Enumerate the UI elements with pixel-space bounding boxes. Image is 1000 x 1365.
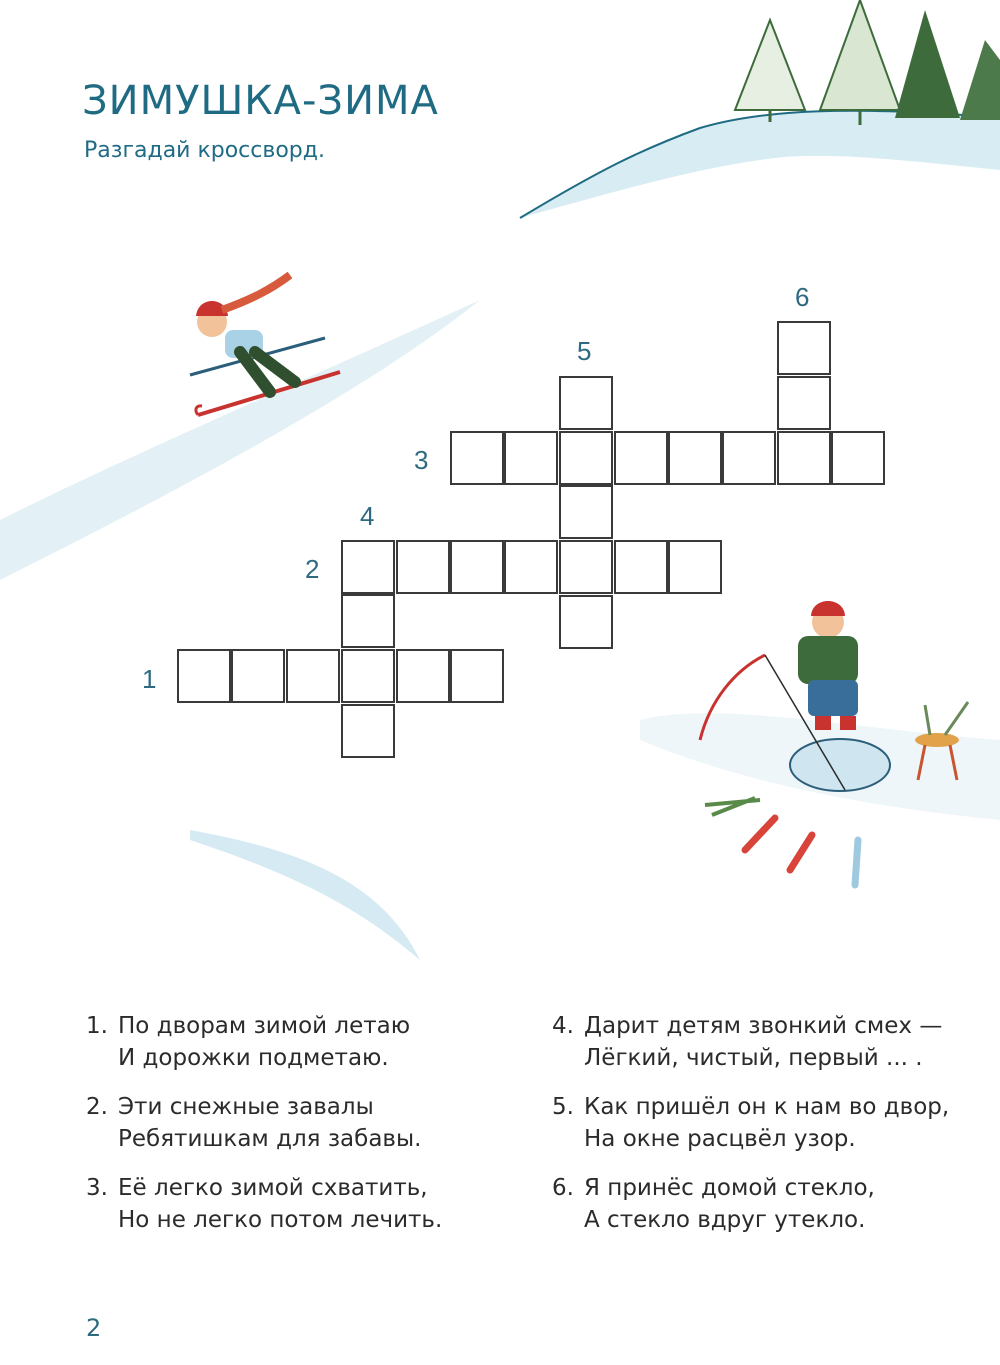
crossword-number-5: 5: [577, 336, 592, 366]
crossword-cell[interactable]: [450, 649, 504, 703]
page-number: 2: [86, 1314, 102, 1342]
crossword-number-1: 1: [142, 664, 157, 694]
crossword-cell[interactable]: [341, 649, 395, 703]
crossword-cell[interactable]: [504, 540, 558, 594]
crossword-cell[interactable]: [286, 649, 340, 703]
snow-drift-bottom: [190, 830, 420, 960]
crossword-cell[interactable]: [831, 431, 885, 485]
crossword-number-4: 4: [360, 501, 375, 531]
crossword-cell[interactable]: [722, 431, 776, 485]
ice-fisher-illustration: [640, 601, 1000, 885]
crossword-cell[interactable]: [559, 595, 613, 649]
crossword-cell[interactable]: [341, 704, 395, 758]
page-title: ЗИМУШКА-ЗИМА: [82, 78, 439, 124]
crossword-cell[interactable]: [559, 376, 613, 430]
page-subtitle: Разгадай кроссворд.: [84, 138, 325, 163]
crossword-number-6: 6: [795, 282, 810, 312]
crossword-cell[interactable]: [177, 649, 231, 703]
crossword-cell[interactable]: [231, 649, 285, 703]
crossword-cell[interactable]: [450, 540, 504, 594]
crossword-cell[interactable]: [396, 649, 450, 703]
crossword-cell[interactable]: [668, 540, 722, 594]
crossword-cell[interactable]: [777, 376, 831, 430]
crossword-cell[interactable]: [559, 431, 613, 485]
crossword-cell[interactable]: [614, 540, 668, 594]
crossword-cell[interactable]: [668, 431, 722, 485]
crossword-cell[interactable]: [341, 594, 395, 648]
crossword-cell[interactable]: [396, 540, 450, 594]
crossword-cell[interactable]: [777, 431, 831, 485]
crossword-cell[interactable]: [559, 485, 613, 539]
crossword-number-3: 3: [414, 445, 429, 475]
crossword-cell[interactable]: [614, 431, 668, 485]
crossword-cell[interactable]: [777, 321, 831, 375]
crossword-cell[interactable]: [559, 540, 613, 594]
snowy-hill-with-trees: [520, 0, 1000, 218]
crossword-cell[interactable]: [504, 431, 558, 485]
crossword-cell[interactable]: [341, 540, 395, 594]
crossword-number-2: 2: [305, 554, 320, 584]
crossword-cell[interactable]: [450, 431, 504, 485]
